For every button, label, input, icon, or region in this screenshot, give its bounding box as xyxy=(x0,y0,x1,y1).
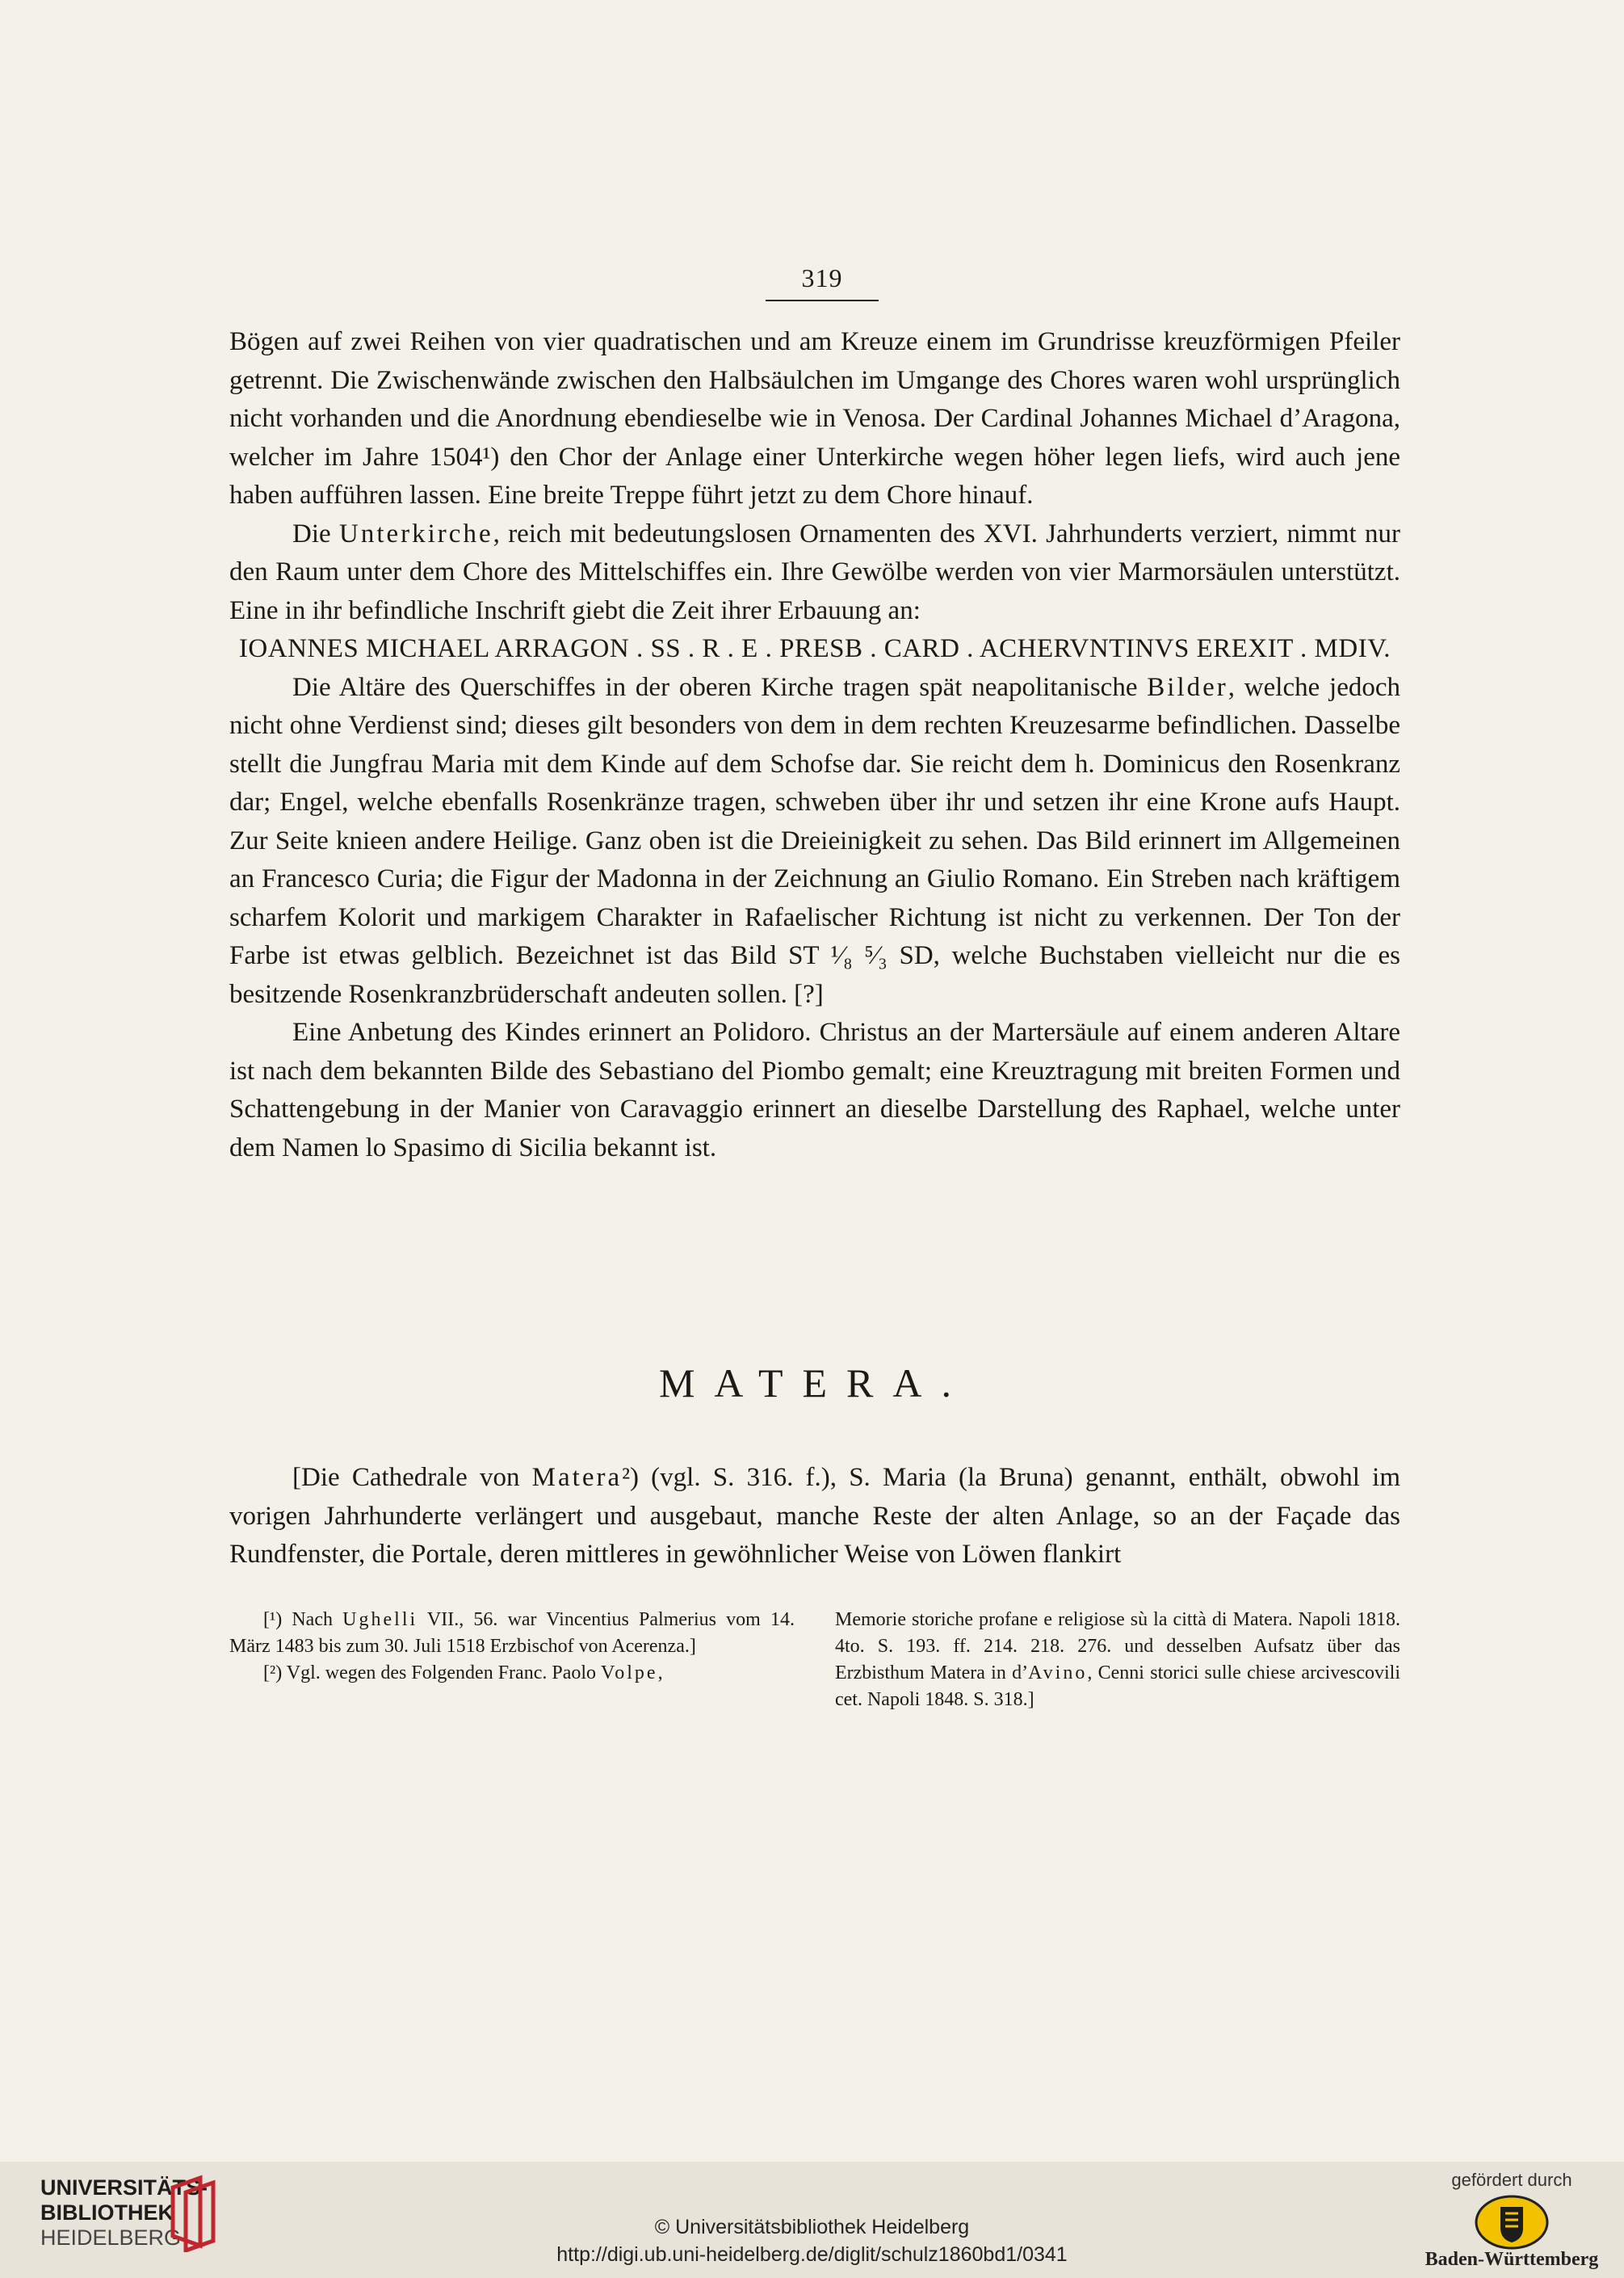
copyright-notice: © Universitätsbibliothek Heidelberg xyxy=(654,2216,970,2238)
footnote-1: [¹) Nach Ughelli VII., 56. war Vincentius Palmerius vom 14. März 1483 bis zum 30. Juli 1518 Erzbischof von Acerenza.] xyxy=(229,1609,795,1657)
state-name: Baden-Württemberg xyxy=(1425,2249,1599,2270)
funded-by-label: gefördert durch xyxy=(1451,2170,1572,2190)
footnote-2: [²) Vgl. wegen des Folgenden Franc. Paolo Volpe, xyxy=(263,1662,663,1683)
paragraph-altaere: Die Altäre des Querschiffes in der oberen Kirche tragen spät neapolitanische Bilder, welche jedoch nicht ohne Verdienst sind; dieses gilt besonders von dem in dem rechten Kreuzesarme befindlichen. Dasselbe stellt die Jungfrau Maria mit dem Kinde auf dem Schofse dar. Sie reicht dem h. Dominicus den Rosenkranz dar; Engel, welche ebenfalls Rosenkränze tragen, schweben über ihr und setzen ihr eine Krone aufs Haupt. Zur Seite knieen andere Heilige. Ganz oben ist die Dreieinigkeit zu sehen. Das Bild erinnert im Allgemeinen an Francesco Curia; die Figur der Madonna in der Zeichnung an Giulio Romano. Ein Streben nach kräftigem scharfem Kolorit und markigem Charakter in Rafaelischer Richtung ist nicht zu verkennen. Der Ton der Farbe ist etwas gelblich. Bezeichnet ist das Bild ST ¹⁄₈ ⁵⁄₃ SD, welche Buchstaben vielleicht nur die es besitzende Rosenkranzbrüderschaft andeuten sollen. [?] xyxy=(229,672,1400,1009)
library-logo-icon xyxy=(162,2171,226,2252)
paragraph-choir: Bögen auf zwei Reihen von vier quadratischen und am Kreuze einem im Grundrisse kreuzförmigen Pfeiler getrennt. Die Zwischenwände zwischen den Halbsäulchen im Umgange des Chores waren wohl ursprünglich nicht vorhanden und die Anordnung ebendieselbe wie in Venosa. Der Cardinal Johannes Michael d’Aragona, welcher im Jahre 1504¹) den Chor der Anlage einer Unterkirche wegen höher legen liefs, wird auch jene haben aufführen lassen. Eine breite Treppe führt jetzt zu dem Chore hinauf. xyxy=(229,327,1400,510)
inscription-line: IOANNES MICHAEL ARRAGON . SS . R . E . PRESB . CARD . ACHERVNTINVS EREXIT . MDIV. xyxy=(238,634,1391,663)
page-number: 319 xyxy=(801,263,843,292)
term-avino: Avino xyxy=(1028,1662,1088,1683)
paragraph-unterkirche: Die Unterkirche, reich mit bedeutungslosen Ornamenten des XVI. Jahrhunderts verziert, nimmt nur den Raum unter dem Chore des Mittelschiffes ein. Ihre Gewölbe werden von vier Marmorsäulen unterstützt. Eine in ihr befindliche Inschrift giebt die Zeit ihrer Erbauung an: xyxy=(229,519,1400,625)
page-number-rule xyxy=(766,300,879,301)
body-text-matera xyxy=(229,1459,1400,1574)
term-ughelli: Ughelli xyxy=(342,1609,418,1630)
footnotes-right-column xyxy=(835,1607,1400,1713)
term-unterkirche: Unterkirche xyxy=(339,519,493,548)
footnote-2-continued: Memorie storiche profane e religiose sù la città di Matera. Napoli 1818. 4to. S. 193. ff. 214. 218. 276. und desselben Aufsatz über das Erzbisthum Matera in d’Avino, Cenni storici sulle chiese arcivescovili cet. Napoli 1848. S. 318.] xyxy=(835,1609,1400,1710)
library-name-line-2: BIBLIOTHEK xyxy=(40,2200,174,2225)
footnotes-left-column xyxy=(229,1607,795,1713)
section-title: MATERA. xyxy=(658,1360,971,1406)
library-name-line-3: HEIDELBERG xyxy=(40,2225,182,2250)
term-volpe: Volpe xyxy=(601,1662,658,1683)
term-matera: Matera xyxy=(531,1463,623,1492)
body-text-upper xyxy=(229,323,1400,1167)
library-name-line-1: UNIVERSITÄTS- xyxy=(40,2175,208,2200)
term-bilder: Bilder xyxy=(1147,672,1228,702)
permalink-url[interactable]: http://digi.ub.uni-heidelberg.de/diglit/schulz1860bd1/0341 xyxy=(556,2243,1068,2266)
paragraph-anbetung: Eine Anbetung des Kindes erinnert an Polidoro. Christus an der Martersäule auf einem anderen Altare ist nach dem bekannten Bilde des Sebastiano del Piombo gemalt; eine Kreuztragung mit breiten Formen und Schattengebung in der Manier von Caravaggio erinnert an dieselbe Darstellung des Raphael, welche unter dem Namen lo Spasimo di Sicilia bekannt ist. xyxy=(229,1018,1400,1162)
baden-wuerttemberg-crest-icon xyxy=(1471,2194,1552,2251)
footnotes xyxy=(229,1607,1400,1713)
paragraph-matera: [Die Cathedrale von Matera²) (vgl. S. 316. f.), S. Maria (la Bruna) genannt, enthält, obwohl im vorigen Jahrhunderte verlängert und ausgebaut, manche Reste der alten Anlage, so an der Façade das Rundfenster, die Portale, deren mittleres in gewöhnlicher Weise von Löwen flankirt xyxy=(229,1463,1401,1569)
